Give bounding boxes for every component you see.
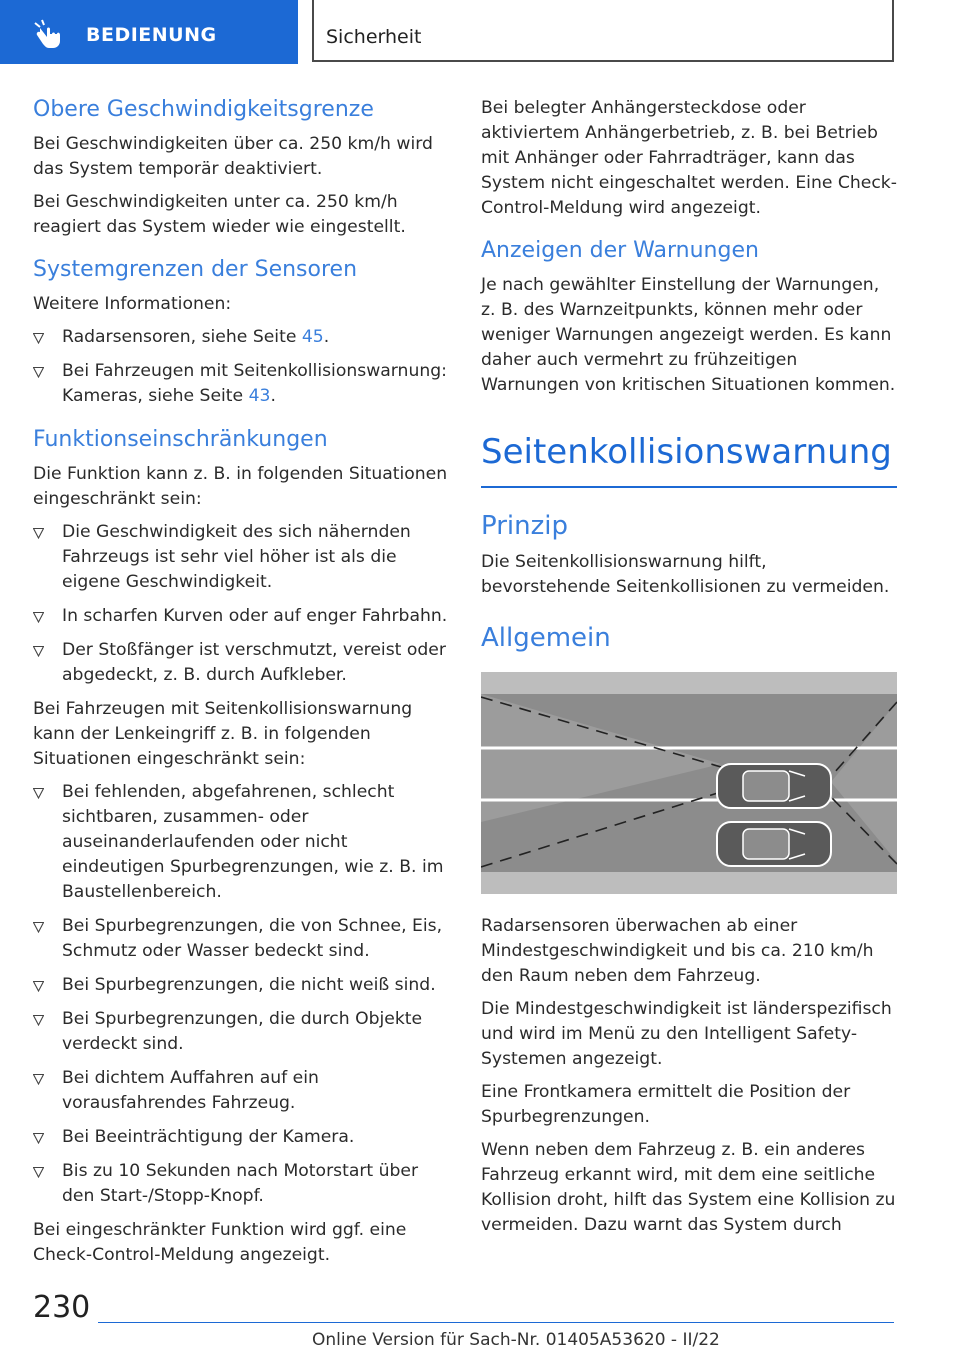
list-item xyxy=(33,1066,451,1116)
page-link[interactable]: 45 xyxy=(301,327,324,347)
list-item xyxy=(33,1007,451,1057)
chapter-title: Sicherheit xyxy=(326,26,422,48)
paragraph: Wenn neben dem Fahrzeug z. B. ein anderes Fahrzeug erkannt wird, mit dem eine seitliche Kollision droht, hilft das System eine Kollision zu vermeiden. Dazu warnt das System durch xyxy=(481,1140,896,1235)
paragraph: Weitere Informationen: xyxy=(33,294,232,314)
page-link[interactable]: 43 xyxy=(248,386,271,406)
list-item xyxy=(33,325,451,350)
paragraph: Je nach gewählter Einstellung der Warnungen, z. B. des Warnzeitpunkts, können mehr oder weniger Warnungen angezeigt werden. Es kann daher auch vermehrt zu frühzeitigen Warnungen von kritischen Situationen kommen. xyxy=(481,275,896,395)
road-shoulder xyxy=(481,872,897,894)
footer-rule xyxy=(98,1322,894,1323)
list-item-text: Bei Spurbegrenzungen, die von Schnee, Eis, Schmutz oder Wasser bedeckt sind. xyxy=(62,916,443,961)
paragraph: Radarsensoren überwachen ab einer Mindestgeschwindigkeit und bis ca. 210 km/h den Raum neben dem Fahrzeug. xyxy=(481,916,874,986)
triangle-bullet-icon xyxy=(33,922,44,933)
section-tab-label: BEDIENUNG xyxy=(86,24,217,46)
list-item xyxy=(33,520,451,595)
list-item xyxy=(33,359,451,409)
steering-limits-list xyxy=(33,780,451,1209)
list-item-suffix: . xyxy=(270,386,276,406)
triangle-bullet-icon xyxy=(33,1074,44,1085)
list-item-text: Der Stoßfänger ist verschmutzt, vereist oder abgedeckt, z. B. durch Aufkleber. xyxy=(62,640,446,685)
list-item-suffix: . xyxy=(323,327,330,347)
triangle-bullet-icon xyxy=(33,646,44,657)
triangle-bullet-icon xyxy=(33,1133,44,1144)
heading-function-limits: Funktionseinschränkungen xyxy=(33,427,328,452)
right-column xyxy=(481,96,897,1246)
sensor-list xyxy=(33,325,451,409)
heading-side-collision-warning: Seitenkollisionswarnung xyxy=(481,432,892,472)
list-item-text: Bei Spurbegrenzungen, die nicht weiß sind. xyxy=(62,975,436,995)
side-collision-illustration xyxy=(481,672,897,894)
triangle-bullet-icon xyxy=(33,333,44,344)
triangle-bullet-icon xyxy=(33,1167,44,1178)
car-top-view-icon xyxy=(717,822,831,866)
triangle-bullet-icon xyxy=(33,367,44,378)
triangle-bullet-icon xyxy=(33,1015,44,1026)
list-item-text: Die Geschwindigkeit des sich nähernden Fahrzeugs ist sehr viel höher ist als die eigene Geschwindigkeit. xyxy=(62,522,411,592)
triangle-bullet-icon xyxy=(33,612,44,623)
paragraph: Eine Frontkamera ermittelt die Position der Spurbegrenzungen. xyxy=(481,1082,851,1127)
paragraph: Bei Fahrzeugen mit Seitenkollisionswarnung kann der Lenkeingriff z. B. in folgenden Situationen eingeschränkt sein: xyxy=(33,699,413,769)
heading-upper-speed-limit: Obere Geschwindigkeitsgrenze xyxy=(33,97,374,122)
triangle-bullet-icon xyxy=(33,981,44,992)
heading-warnings: Anzeigen der Warnungen xyxy=(481,238,759,263)
paragraph: Die Seitenkollisionswarnung hilft, bevorstehende Seitenkollisionen zu vermeiden. xyxy=(481,552,890,597)
list-item xyxy=(33,1159,451,1209)
paragraph: Die Mindestgeschwindigkeit ist länderspezifisch und wird im Menü zu den Intelligent Safety-Systemen angezeigt. xyxy=(481,999,892,1069)
car-top-view-icon xyxy=(717,764,831,808)
paragraph: Bei belegter Anhängersteckdose oder aktiviertem Anhängerbetrieb, z. B. bei Betrieb mit Anhänger oder Fahrradträger, kann das System nicht eingeschaltet werden. Eine Check-Control-Meldung wird angezeigt. xyxy=(481,98,897,218)
list-item-text: Bei Spurbegrenzungen, die durch Objekte verdeckt sind. xyxy=(62,1009,423,1054)
list-item xyxy=(33,914,451,964)
function-limits-list xyxy=(33,520,451,688)
chapter-header xyxy=(312,0,894,62)
hand-pointer-icon xyxy=(34,19,68,49)
list-item xyxy=(33,638,451,688)
list-item-text: Radarsensoren, siehe Seite xyxy=(62,327,302,347)
list-item-text: In scharfen Kurven oder auf enger Fahrbahn. xyxy=(62,606,448,626)
list-item xyxy=(33,780,451,905)
section-tab xyxy=(0,0,298,64)
list-item-text: Bei dichtem Auffahren auf ein vorausfahrendes Fahrzeug. xyxy=(62,1068,319,1113)
triangle-bullet-icon xyxy=(33,528,44,539)
list-item-text: Bei Fahrzeugen mit Seitenkollisionswarnung: Kameras, siehe Seite xyxy=(62,361,447,406)
heading-sensor-limits: Systemgrenzen der Sensoren xyxy=(33,257,358,282)
heading-principle: Prinzip xyxy=(481,511,568,541)
heading-general: Allgemein xyxy=(481,623,611,653)
road-shoulder xyxy=(481,672,897,694)
triangle-bullet-icon xyxy=(33,788,44,799)
paragraph: Bei Geschwindigkeiten unter ca. 250 km/h reagiert das System wieder wie eingestellt. xyxy=(33,192,406,237)
list-item-text: Bei fehlenden, abgefahrenen, schlecht sichtbaren, zusammen- oder auseinanderlaufenden oder nicht eindeutigen Spurbegrenzungen, wie z. B. im Baustellenbereich. xyxy=(62,782,444,902)
left-column xyxy=(33,96,451,1276)
list-item xyxy=(33,604,451,629)
list-item xyxy=(33,973,451,998)
page-number: 230 xyxy=(33,1290,91,1325)
paragraph: Die Funktion kann z. B. in folgenden Situationen eingeschränkt sein: xyxy=(33,464,448,509)
list-item xyxy=(33,1125,451,1150)
list-item-text: Bei Beeinträchtigung der Kamera. xyxy=(62,1127,355,1147)
online-version-note: Online Version für Sach-Nr. 01405A53620 - II/22 xyxy=(312,1330,720,1350)
paragraph: Bei Geschwindigkeiten über ca. 250 km/h wird das System temporär deaktiviert. xyxy=(33,134,433,179)
paragraph: Bei eingeschränkter Funktion wird ggf. eine Check-Control-Meldung angezeigt. xyxy=(33,1220,407,1265)
list-item-text: Bis zu 10 Sekunden nach Motorstart über den Start-/Stopp-Knopf. xyxy=(62,1161,419,1206)
